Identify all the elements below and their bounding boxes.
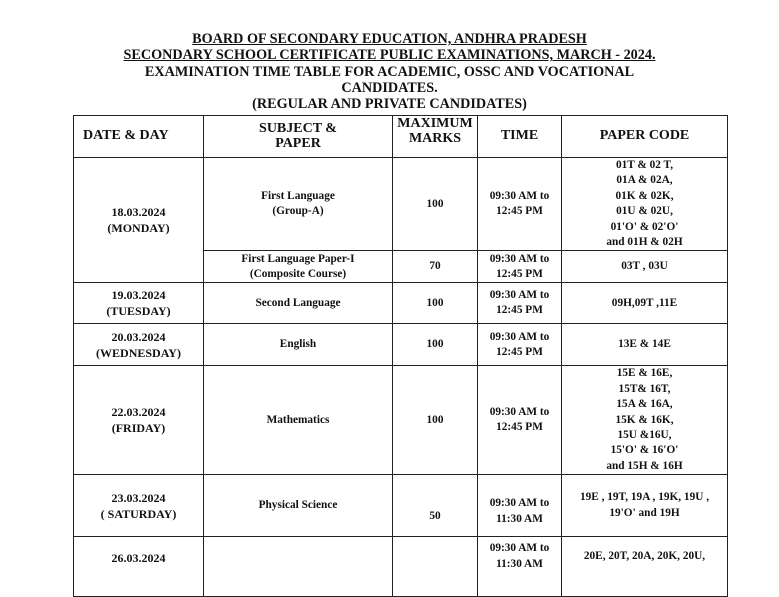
time-start: 09:30 AM to — [489, 289, 550, 302]
paper-code-cell — [562, 475, 728, 537]
date-cell — [74, 283, 204, 324]
paper-code: 01K & 02K, — [615, 189, 674, 202]
paper-code: 01T & 02 T, — [615, 159, 674, 171]
header-subject-line1: SUBJECT & — [259, 121, 337, 136]
time-end: 11:30 AM — [496, 512, 543, 525]
marks-cell: 70 — [393, 251, 478, 283]
time-end: 12:45 PM — [496, 205, 543, 218]
exam-date: 20.03.2024 — [111, 329, 166, 344]
time-cell — [478, 251, 562, 283]
paper-code: and 15H & 16H — [606, 459, 683, 472]
paper-code-cell — [562, 366, 728, 475]
document-heading — [0, 31, 779, 112]
paper-code: 19'O' and 19H — [609, 506, 680, 519]
date-cell — [74, 366, 204, 475]
subject-cell — [204, 158, 393, 251]
paper-code: 03T , 03U — [621, 260, 668, 273]
header-max-marks — [393, 116, 478, 158]
subject-name: English — [279, 338, 317, 351]
exam-day: ( SATURDAY) — [100, 506, 177, 521]
exam-timetable — [73, 115, 728, 597]
subject-cell — [204, 366, 393, 475]
marks-cell — [393, 537, 478, 597]
table-row — [74, 158, 728, 251]
subject-detail: (Group-A) — [272, 205, 324, 218]
table-row — [74, 537, 728, 597]
paper-code: 20E, 20T, 20A, 20K, 20U, — [583, 550, 706, 563]
marks-cell: 100 — [393, 158, 478, 251]
time-cell — [478, 537, 562, 597]
paper-code: 01U & 02U, — [616, 205, 673, 218]
paper-code: 19E , 19T, 19A , 19K, 19U , — [579, 491, 710, 504]
paper-code-cell — [562, 324, 728, 366]
date-cell — [74, 324, 204, 366]
paper-code: 01'O' & 02'O' — [610, 220, 679, 233]
subject-cell — [204, 537, 393, 597]
header-marks-line2: MARKS — [408, 130, 462, 146]
paper-code: 01A & 02A, — [616, 174, 673, 187]
timetable-title: EXAMINATION TIME TABLE FOR ACADEMIC, OSSC AND VOCATIONAL — [144, 63, 635, 80]
date-cell — [74, 537, 204, 597]
paper-code: 15'O' & 16'O' — [610, 444, 679, 457]
subject-cell — [204, 283, 393, 324]
time-end: 11:30 AM — [496, 557, 543, 570]
header-paper-code: PAPER CODE — [562, 116, 728, 158]
time-start: 09:30 AM to — [489, 497, 550, 510]
subject-cell — [204, 324, 393, 366]
time-end: 12:45 PM — [496, 304, 543, 317]
time-cell — [478, 158, 562, 251]
time-end: 12:45 PM — [496, 267, 543, 280]
paper-code-cell — [562, 283, 728, 324]
header-marks-line1: MAXIMUM — [397, 116, 473, 131]
exam-date: 19.03.2024 — [111, 288, 166, 303]
exam-date: 23.03.2024 — [111, 490, 166, 505]
marks-cell: 50 — [393, 475, 478, 537]
subject-name: Mathematics — [266, 413, 330, 426]
paper-code: 09H,09T ,11E — [611, 296, 678, 309]
time-end: 12:45 PM — [496, 345, 543, 358]
exam-day: (FRIDAY) — [111, 421, 166, 436]
marks-cell: 100 — [393, 366, 478, 475]
time-start: 09:30 AM to — [489, 405, 550, 418]
exam-date: 26.03.2024 — [111, 551, 166, 566]
paper-code-cell — [562, 251, 728, 283]
subject-name: First Language Paper-I — [241, 252, 355, 265]
time-end: 12:45 PM — [496, 421, 543, 434]
paper-code: 15T& 16T, — [618, 382, 671, 395]
subject-name: Second Language — [255, 296, 341, 309]
paper-code: 15U &16U, — [617, 429, 672, 442]
header-time: TIME — [478, 116, 562, 158]
time-cell — [478, 283, 562, 324]
exam-day: (WEDNESDAY) — [96, 345, 181, 360]
table-row — [74, 366, 728, 475]
paper-code: 13E & 14E — [618, 338, 671, 351]
timetable-title-cont: CANDIDATES. — [341, 79, 438, 96]
candidates-note: (REGULAR AND PRIVATE CANDIDATES) — [252, 96, 527, 113]
marks-cell: 100 — [393, 283, 478, 324]
header-date-day: DATE & DAY — [74, 116, 204, 158]
subject-cell — [204, 251, 393, 283]
subject-detail: (Composite Course) — [249, 267, 347, 280]
time-start: 09:30 AM to — [489, 189, 550, 202]
exam-date: 18.03.2024 — [111, 205, 166, 220]
paper-code: 15E & 16E, — [616, 367, 673, 380]
marks-cell: 100 — [393, 324, 478, 366]
time-start: 09:30 AM to — [489, 252, 550, 265]
exam-date: 22.03.2024 — [111, 405, 166, 420]
table-row — [74, 475, 728, 537]
paper-code: 15K & 16K, — [615, 413, 674, 426]
header-subject — [204, 116, 393, 158]
time-cell — [478, 324, 562, 366]
exam-day: (TUESDAY) — [106, 304, 171, 319]
exam-title: SECONDARY SCHOOL CERTIFICATE PUBLIC EXAMINATIONS, MARCH - 2024. — [123, 47, 656, 64]
subject-cell — [204, 475, 393, 537]
time-cell — [478, 366, 562, 475]
subject-name: Physical Science — [258, 499, 338, 512]
paper-code-cell — [562, 158, 728, 251]
time-start: 09:30 AM to — [489, 330, 550, 343]
board-title: BOARD OF SECONDARY EDUCATION, ANDHRA PRADESH — [192, 31, 587, 47]
paper-code: and 01H & 02H — [606, 236, 683, 249]
exam-day: (MONDAY) — [107, 221, 170, 236]
time-start: 09:30 AM to — [489, 542, 550, 555]
table-row — [74, 283, 728, 324]
time-cell — [478, 475, 562, 537]
date-cell — [74, 475, 204, 537]
header-subject-line2: PAPER — [275, 135, 321, 151]
table-row — [74, 324, 728, 366]
table-header-row — [74, 116, 728, 158]
paper-code: 15A & 16A, — [616, 398, 673, 411]
date-cell — [74, 158, 204, 283]
subject-name: First Language — [261, 189, 335, 202]
paper-code-cell — [562, 537, 728, 597]
